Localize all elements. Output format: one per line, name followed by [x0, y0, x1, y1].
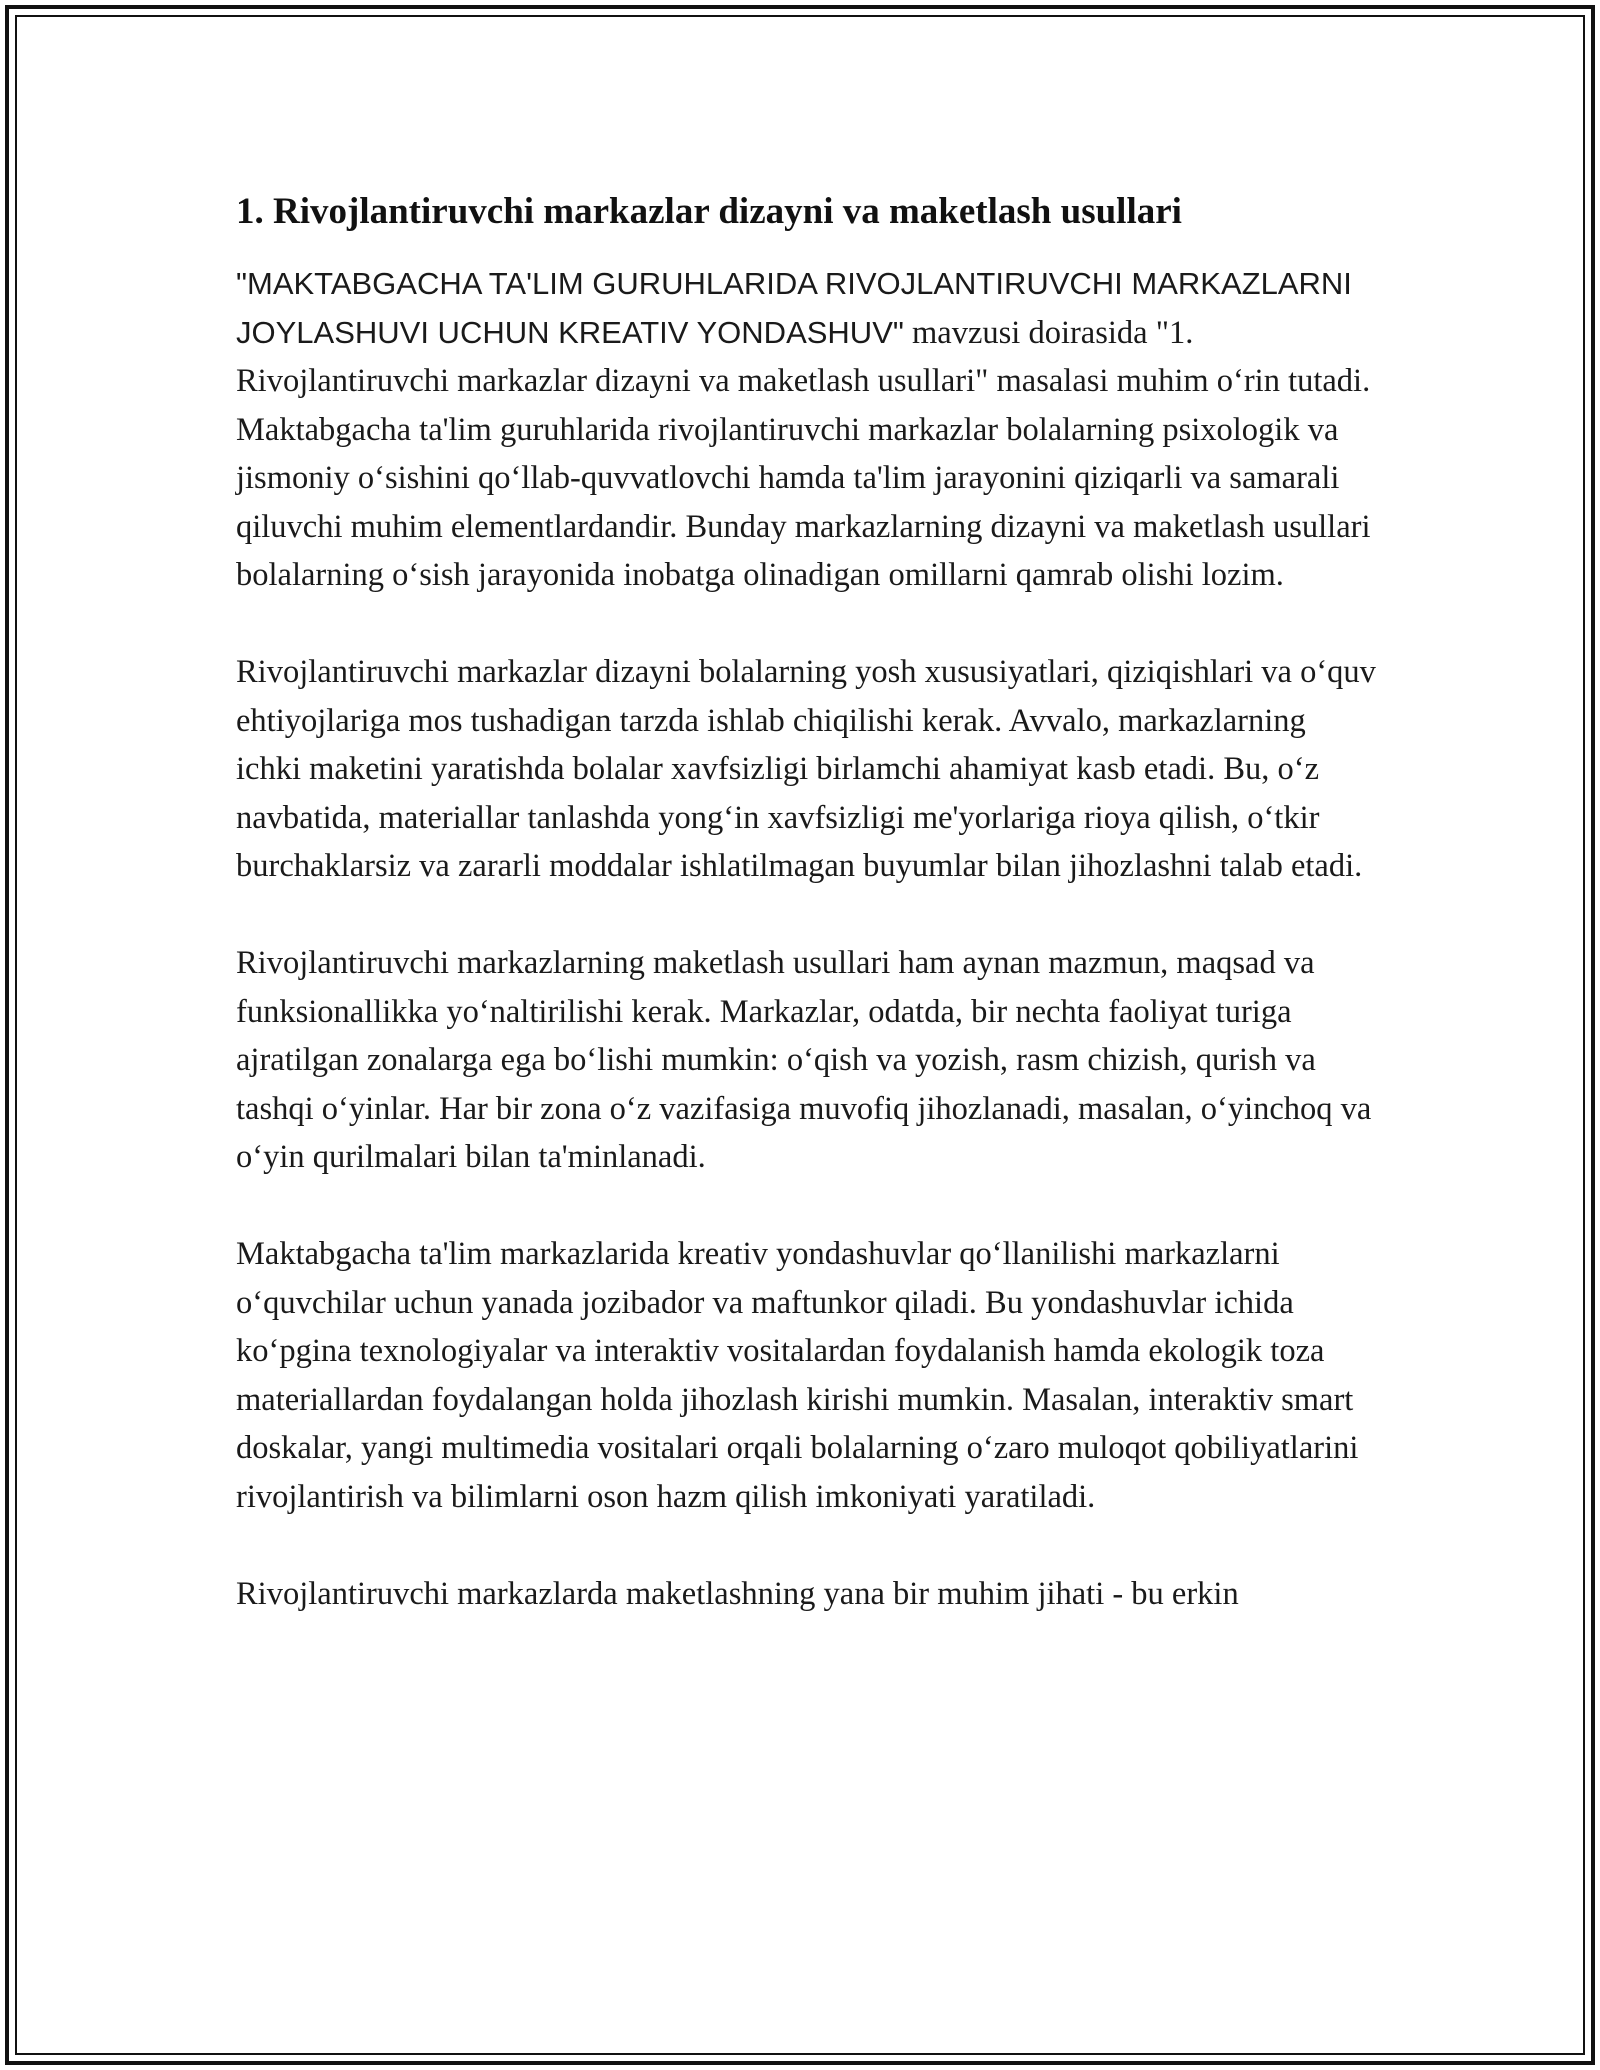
paragraph-1-text: mavzusi doirasida "1. Rivojlantiruvchi markazlar dizayni va maketlash usullari" masalasi muhim oʻrin tutadi. Maktabgacha ta'lim guruhlarida rivojlantiruvchi markazlar bolalarning psixologik va jismoniy oʻsishini qoʻllab-quvvatlovchi hamda ta'lim jarayonini qiziqarli va samarali qiluvchi muhim elementlardandir. Bunday markazlarning dizayni va maketlash usullari bolalarning oʻsish jarayonida inobatga olinadigan omillarni qamrab olishi lozim. — [236, 314, 1371, 593]
paragraph-5: Rivojlantiruvchi markazlarda maketlashning yana bir muhim jihati - bu erkin — [236, 1575, 1239, 1612]
section-heading: 1. Rivojlantiruvchi markazlar dizayni va maketlash usullari — [236, 191, 1182, 232]
paragraph-2: Rivojlantiruvchi markazlar dizayni bolalarning yosh xususiyatlari, qiziqishlari va oʻquv ehtiyojlariga mos tushadigan tarzda ishlab chiqilishi kerak. Avvalo, markazlarning ichki maketini yaratishda bolalar xavfsizligi birlamchi ahamiyat kasb etadi. Bu, oʻz navbatida, materiallar tanlashda yongʻin xavfsizligi me'yorlariga rioya qilish, oʻtkir burchaklarsiz va zararli moddalar ishlatilmagan buyumlar bilan jihozlashni talab etadi. — [236, 654, 1376, 884]
paragraph-4: Maktabgacha ta'lim markazlarida kreativ yondashuvlar qoʻllanilishi markazlarni oʻquvchilar uchun yanada jozibador va maftunkor qiladi. Bu yondashuvlar ichida koʻpgina texnologiyalar va interaktiv vositalardan foydalanish hamda ekologik toza materiallardan foydalangan holda jihozlash kirishi mumkin. Masalan, interaktiv smart doskalar, yangi multimedia vositalari orqali bolalarning oʻzaro muloqot qobiliyatlarini rivojlantirish va bilimlarni oson hazm qilish imkoniyati yaratiladi. — [236, 1236, 1359, 1515]
paragraph-3: Rivojlantiruvchi markazlarning maketlash usullari ham aynan mazmun, maqsad va funksionallikka yoʻnaltirilishi kerak. Markazlar, odatda, bir nechta faoliyat turiga ajratilgan zonalarga ega boʻlishi mumkin: oʻqish va yozish, rasm chizish, qurish va tashqi oʻyinlar. Har bir zona oʻz vazifasiga muvofiq jihozlanadi, masalan, oʻyinchoq va oʻyin qurilmalari bilan ta'minlanadi. — [236, 945, 1372, 1175]
paragraph-1-caps-topic: "MAKTABGACHA TA'LIM GURUHLARIDA RIVOJLANTIRUVCHI MARKAZLARNI JOYLASHUVI UCHUN KREATIV YONDASHUV" — [236, 266, 1352, 350]
paragraph-1 — [236, 260, 1376, 600]
document-page — [236, 186, 1376, 1667]
